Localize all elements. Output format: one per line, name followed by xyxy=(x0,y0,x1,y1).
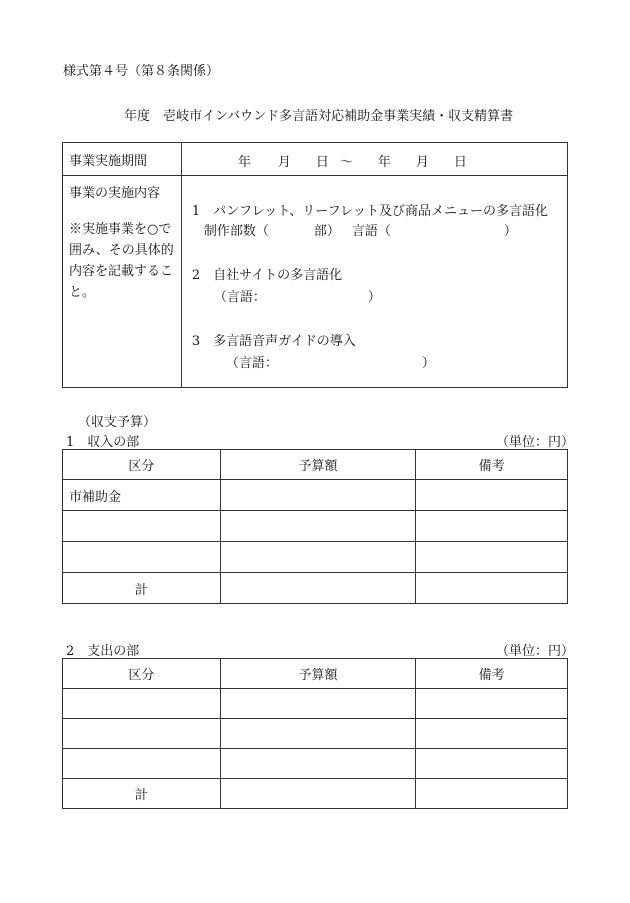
income-header-row xyxy=(63,450,568,480)
period-start-year: 年 xyxy=(237,155,251,170)
content-label-cell xyxy=(63,176,182,388)
period-end-day: 日 xyxy=(453,155,467,170)
income-table xyxy=(62,449,568,604)
expense-header-remarks: 備考 xyxy=(416,659,568,689)
item-1-language-label: 言語（ xyxy=(351,224,391,239)
expense-row-3-category xyxy=(63,749,221,779)
item-3-language-close: ） xyxy=(421,356,435,371)
form-number: 様式第４号（第８条関係） xyxy=(63,64,220,79)
period-end-month: 月 xyxy=(415,155,429,170)
period-label: 事業実施期間 xyxy=(63,143,182,176)
expense-row-1-category xyxy=(63,689,221,719)
period-end-year: 年 xyxy=(377,155,391,170)
expense-row-1-remarks xyxy=(416,689,568,719)
item-1-language-close: ） xyxy=(503,224,517,239)
period-start-month: 月 xyxy=(277,155,291,170)
expense-total-budget xyxy=(220,779,416,809)
income-total-budget xyxy=(220,573,416,604)
expense-row-2-remarks xyxy=(416,719,568,749)
item-2-title: 2 自社サイトの多言語化 xyxy=(191,268,343,283)
income-unit: （単位：円） xyxy=(496,435,575,450)
income-row-3-budget xyxy=(220,542,416,573)
expense-heading: 2 支出の部 xyxy=(66,644,140,659)
expense-row-2-category xyxy=(63,719,221,749)
expense-table xyxy=(62,658,568,809)
expense-row-3-budget xyxy=(220,749,416,779)
income-total-row xyxy=(63,573,568,604)
item-1-copies-unit: 部） xyxy=(313,224,340,239)
expense-header-budget: 予算額 xyxy=(220,659,416,689)
content-label: 事業の実施内容 xyxy=(69,186,161,201)
expense-row-2 xyxy=(63,719,568,749)
item-3-language-label: （言語： xyxy=(225,356,278,371)
period-tilde: ～ xyxy=(339,155,353,170)
income-total-remarks xyxy=(416,573,568,604)
expense-row-3 xyxy=(63,749,568,779)
item-1-title: 1 パンフレット、リーフレット及び商品メニューの多言語化 xyxy=(191,204,548,219)
income-row-3 xyxy=(63,542,568,573)
expense-row-2-budget xyxy=(220,719,416,749)
item-3-title: 3 多言語音声ガイドの導入 xyxy=(191,334,356,349)
income-row-2-budget xyxy=(220,511,416,542)
income-row-2 xyxy=(63,511,568,542)
income-row-1-remarks xyxy=(416,480,568,511)
item-1-copies-label: 制作部数（ xyxy=(203,224,269,239)
document-title: 年度 壱岐市インバウンド多言語対応補助金事業実績・収支精算書 xyxy=(124,109,514,124)
income-header-remarks: 備考 xyxy=(416,450,568,480)
income-row-1-category: 市補助金 xyxy=(63,480,221,511)
period-row xyxy=(63,143,568,176)
income-total-label: 計 xyxy=(63,573,221,604)
implementation-table xyxy=(62,142,568,388)
income-heading: 1 収入の部 xyxy=(66,435,140,450)
item-2-language-close: ） xyxy=(367,290,381,305)
income-row-2-category xyxy=(63,511,221,542)
content-row xyxy=(63,176,568,388)
expense-total-remarks xyxy=(416,779,568,809)
income-header-category: 区分 xyxy=(63,450,221,480)
expense-row-1-budget xyxy=(220,689,416,719)
content-note: ※実施事業を○で囲み、その具体的内容を記載すること。 xyxy=(69,222,174,300)
expense-unit: （単位：円） xyxy=(496,644,575,659)
income-header-budget: 予算額 xyxy=(220,450,416,480)
expense-header-category: 区分 xyxy=(63,659,221,689)
expense-total-label: 計 xyxy=(63,779,221,809)
expense-header-row xyxy=(63,659,568,689)
budget-heading: （収支予算） xyxy=(78,415,157,430)
expense-total-row xyxy=(63,779,568,809)
expense-row-1 xyxy=(63,689,568,719)
expense-row-3-remarks xyxy=(416,749,568,779)
income-row-3-remarks xyxy=(416,542,568,573)
income-row-3-category xyxy=(63,542,221,573)
item-2-language-label: （言語： xyxy=(213,290,266,305)
period-start-day: 日 xyxy=(315,155,329,170)
income-row-2-remarks xyxy=(416,511,568,542)
content-items xyxy=(181,176,567,388)
period-value xyxy=(181,143,567,176)
income-row-1 xyxy=(63,480,568,511)
income-row-1-budget xyxy=(220,480,416,511)
